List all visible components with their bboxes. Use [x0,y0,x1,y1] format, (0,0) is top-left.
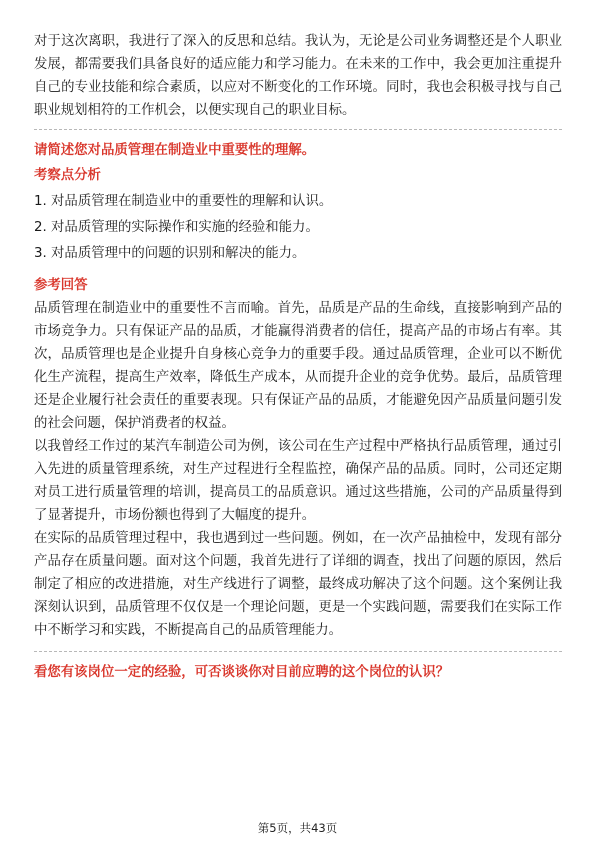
intro-paragraph: 对于这次离职，我进行了深入的反思和总结。我认为，无论是公司业务调整还是个人职业发展，都需要我们具备良好的适应能力和学习能力。在未来的工作中，我会更加注重提升自己的专业技能和综合素质，以应对不断变化的工作环境。同时，我也会积极寻找与自己职业规划相符的工作机会，以便实现自己的职业目标。 [34,34,562,118]
answer-paragraph: 品质管理在制造业中的重要性不言而喻。首先，品质是产品的生命线，直接影响到产品的市场竞争力。只有保证产品的品质，才能赢得消费者的信任，提高产品的市场占有率。其次，品质管理也是企业提升自身核心竞争力的重要手段。通过品质管理，企业可以不断优化生产流程，提高生产效率，降低生产成本，从而提升企业的竞争优势。最后，品质管理还是企业履行社会责任的重要表现。只有保证产品的品质，才能避免因产品质量问题引发的社会问题，保护消费者的权益。 [34,301,562,431]
page-number: 第5页，共43页 [257,821,338,835]
section-divider [34,129,562,130]
analysis-item: 1. 对品质管理在制造业中的重要性的理解和认识。 [34,194,333,209]
section-divider [34,651,562,652]
analysis-item: 2. 对品质管理的实际操作和实施的经验和能力。 [34,220,319,235]
page-content [34,30,562,684]
analysis-list [34,189,562,267]
answer-paragraph: 在实际的品质管理过程中，我也遇到过一些问题。例如，在一次产品抽检中，发现有部分产品存在质量问题。面对这个问题，我首先进行了详细的调查，找出了问题的原因，然后制定了相应的改进措施，对生产线进行了调整，最终成功解决了这个问题。这个案例让我深刻认识到，品质管理不仅仅是一个理论问题，更是一个实践问题，需要我们在实际工作中不断学习和实践，不断提高自己的品质管理能力。 [34,531,562,638]
answer-paragraph: 以我曾经工作过的某汽车制造公司为例，该公司在生产过程中严格执行品质管理，通过引入先进的质量管理系统，对生产过程进行全程监控，确保产品的品质。同时，公司还定期对员工进行质量管理的培训，提高员工的品质意识。通过这些措施，公司的产品质量得到了显著提升，市场份额也得到了大幅度的提升。 [34,439,562,523]
analysis-item: 3. 对品质管理中的问题的识别和解决的能力。 [34,246,306,261]
next-question-title: 看您有该岗位一定的经验，可否谈谈你对目前应聘的这个岗位的认识？ [34,665,450,680]
analysis-heading: 考察点分析 [34,168,101,183]
question-title: 请简述您对品质管理在制造业中重要性的理解。 [34,143,316,158]
answer-heading: 参考回答 [34,278,88,293]
